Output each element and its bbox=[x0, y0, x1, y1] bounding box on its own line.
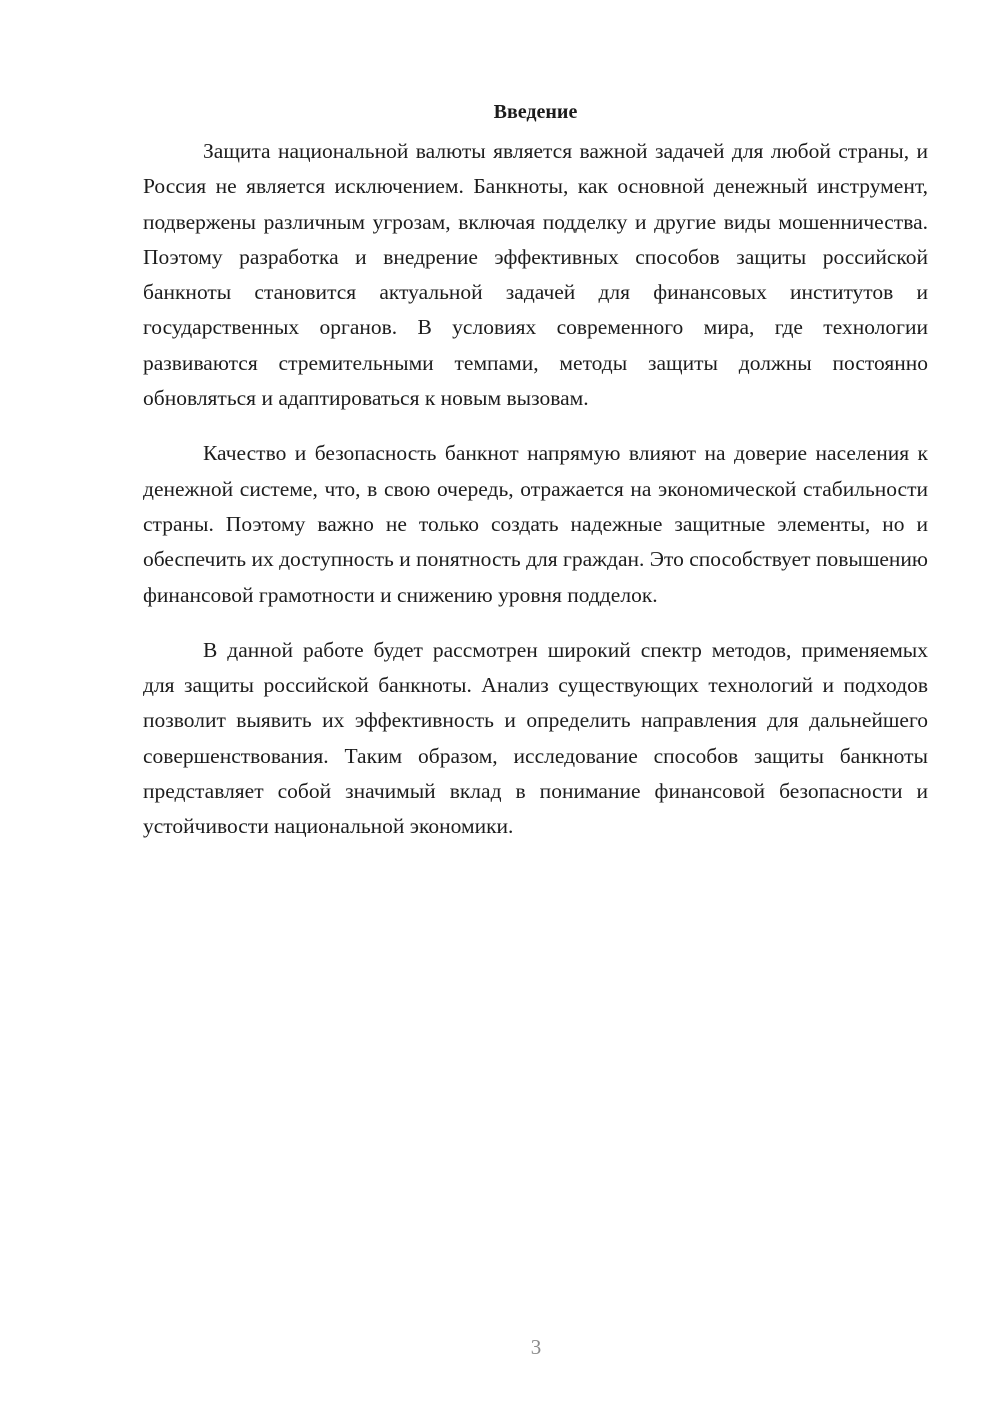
section-title: Введение bbox=[493, 101, 578, 123]
paragraph-1: Защита национальной валюты является важной задачей для любой страны, и Россия не является исключением. Банкноты, как основной денежный инструмент, подвержены различным угрозам, включая подделку и другие виды мошенничества. Поэтому разработка и внедрение эффективных способов защиты российской банкноты становится актуальной задачей для финансовых институтов и государственных органов. В условиях современного мира, где технологии развиваются стремительными темпами, методы защиты должны постоянно обновляться и адаптироваться к новым вызовам. bbox=[143, 139, 928, 411]
paragraph-3: В данной работе будет рассмотрен широкий спектр методов, применяемых для защиты российской банкноты. Анализ существующих технологий и подходов позволит выявить их эффективность и определить направления для дальнейшего совершенствования. Таким образом, исследование способов защиты банкноты представляет собой значимый вклад в понимание финансовой безопасности и устойчивости национальной экономики. bbox=[143, 637, 928, 839]
page-content bbox=[143, 98, 928, 865]
page-number: 3 bbox=[530, 1335, 542, 1359]
paragraph-2: Качество и безопасность банкнот напрямую влияют на доверие населения к денежной системе, что, в свою очередь, отражается на экономической стабильности страны. Поэтому важно не только создать надежные защитные элементы, но и обеспечить их доступность и понятность для граждан. Это способствует повышению финансовой грамотности и снижению уровня подделок. bbox=[143, 441, 928, 607]
